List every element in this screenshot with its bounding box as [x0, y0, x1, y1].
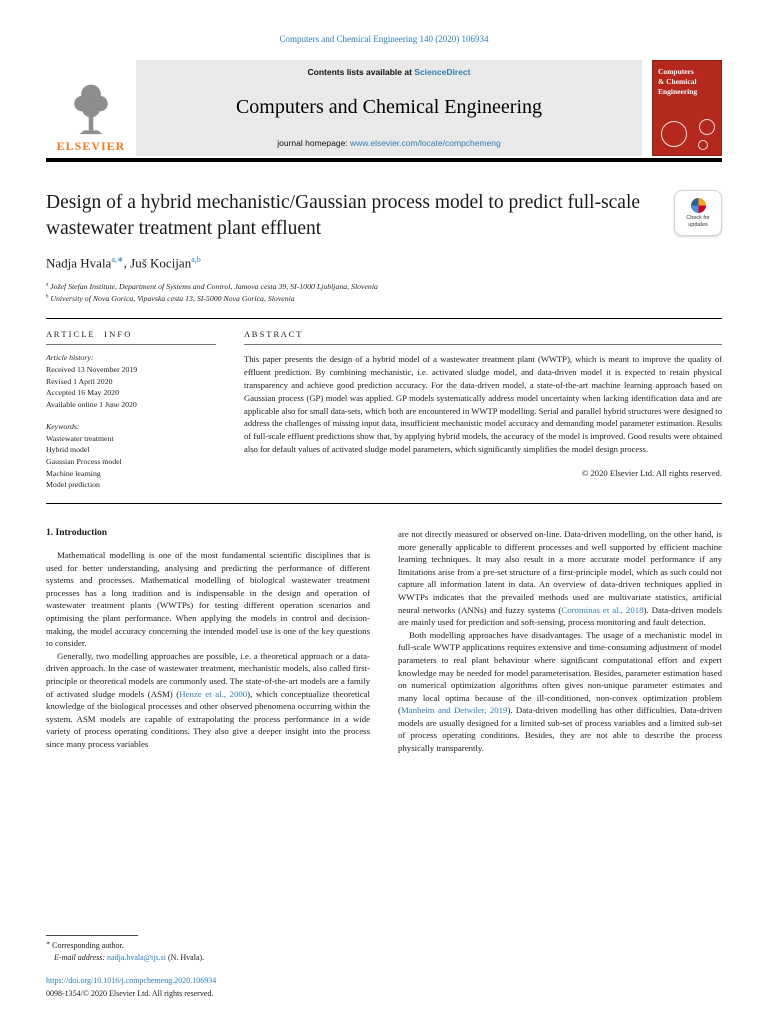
badge-text-line: Check for: [686, 214, 710, 221]
cover-art-circle: [698, 140, 708, 150]
left-column: [46, 528, 370, 754]
cover-art-circle: [699, 119, 715, 135]
email-link[interactable]: nadja.hvala@ijs.si: [107, 953, 166, 962]
affiliations: [46, 281, 722, 305]
paragraph: [46, 650, 370, 751]
text-segment: ). Data-driven models are mainly used for prediction and soft-sensing, process monitoring and fault detection.: [398, 604, 722, 628]
elsevier-logo[interactable]: [46, 60, 136, 156]
section-heading: 1. Introduction: [46, 528, 108, 539]
journal-title: Computers and Chemical Engineering: [235, 96, 543, 118]
history-item: Revised 1 April 2020: [46, 376, 113, 386]
sciencedirect-link[interactable]: ScienceDirect: [414, 67, 471, 77]
cover-art-circle: [661, 121, 687, 147]
journal-header: [46, 60, 722, 156]
corresponding-author-note: [46, 940, 381, 952]
homepage-prefix: journal homepage:: [277, 138, 351, 148]
author-name: Nadja Hvala: [46, 255, 112, 271]
article-body: [46, 528, 722, 754]
reference-link[interactable]: Henze et al., 2000: [179, 688, 248, 699]
history-item: Accepted 16 May 2020: [46, 388, 119, 398]
cover-title: [658, 67, 716, 96]
doi-line: [46, 975, 381, 987]
abstract-heading: A B S T R A C T: [244, 329, 722, 345]
badge-text: [686, 215, 710, 229]
header-divider: [46, 158, 722, 162]
footnote-star: ∗: [46, 941, 51, 947]
journal-homepage-link[interactable]: www.elsevier.com/locate/compchemeng: [350, 138, 501, 148]
text-segment: are not directly measured or observed on-line. Data-driven modelling, on the other hand, is more generally applicable to different processes and well supported by efficient machine learning techniques. It may also result in a more accurate model performance if any limitations arise from a pre-set structure of a first-principle model, which as such could not capture all information latent in data. An overview of data-driven techniques applied in WWTPs indicates that the prevailed methods used are multivariate statistics, artificial neural networks (ANNs) and fuzzy systems (: [398, 529, 722, 615]
cover-title-line: & Chemical: [658, 76, 697, 86]
affiliation-line: [46, 281, 722, 293]
email-line: [46, 952, 381, 964]
affiliation-line: [46, 293, 722, 305]
affiliation-sup: b: [46, 294, 49, 300]
keyword-item: Wastewater treatment: [46, 433, 114, 443]
check-for-updates-badge[interactable]: [674, 190, 722, 236]
keyword-item: Gaussian Process model: [46, 457, 122, 467]
abstract-column: [244, 329, 722, 491]
article-title: Design of a hybrid mechanistic/Gaussian process model to predict full-scale wastewater treatment plant effluent: [46, 192, 641, 239]
author-affiliation-sup[interactable]: a,b: [191, 255, 201, 265]
keyword-item: Machine learning: [46, 468, 101, 478]
journal-cover-thumbnail[interactable]: [652, 60, 722, 156]
reference-link[interactable]: Corominas et al., 2018: [561, 604, 644, 615]
journal-citation-link[interactable]: Computers and Chemical Engineering 140 (2020) 106934: [279, 34, 489, 44]
keyword-item: Hybrid model: [46, 445, 90, 455]
affiliation-sup: a: [46, 282, 49, 288]
email-label: E-mail address:: [54, 953, 108, 962]
doi-link[interactable]: https://doi.org/10.1016/j.compchemeng.2020.106934: [46, 976, 217, 985]
issn-copyright-line: 0098-1354/© 2020 Elsevier Ltd. All rights reserved.: [46, 989, 214, 998]
history-item: Received 13 November 2019: [46, 364, 138, 374]
keywords-label: Keywords:: [46, 421, 80, 431]
history-item: Available online 1 June 2020: [46, 400, 137, 410]
elsevier-tree-icon: [66, 80, 116, 138]
crossmark-icon: [691, 198, 706, 213]
keyword-item: Model prediction: [46, 480, 100, 490]
affiliation-text: Jožef Stefan Institute, Department of Systems and Control, Jamova cesta 39, SI-1000 Ljubljana, Slovenia: [50, 281, 378, 291]
author-name: Juš Kocijan: [130, 255, 192, 271]
badge-text-line: updates: [688, 221, 708, 228]
homepage-line: [277, 138, 501, 148]
text-segment: Both modelling approaches have disadvantages. The usage of a mechanistic model in full-scale WWTP applications requires extensive and time-consuming adjustment of model parameters to real plant behaviour where significant computational effort and expert knowledge may be needed for model parameterisation. Besides, parameter estimation based on numerical optimization algorithms often gives non-unique parameter estimates and many local optima because of the ill-conditioned, non-convex optimization problem (: [398, 629, 722, 716]
journal-banner: [136, 60, 642, 156]
authors-line: [46, 255, 722, 271]
reference-link[interactable]: Manheim and Detwiler, 2019: [400, 705, 508, 716]
text-segment: ). Data-driven modelling has other difficulties. Data-driven models are usually designed for a limited sub-set of process variables and a limited sub-set of process operating conditions. Besides, they are not able to describe the process physically transparently.: [398, 705, 723, 753]
author-separator: ,: [123, 255, 131, 271]
copyright-line: © 2020 Elsevier Ltd. All rights reserved.: [581, 468, 722, 479]
cover-title-line: Engineering: [658, 86, 698, 96]
author-affiliation-sup[interactable]: a,∗: [111, 255, 124, 265]
contents-prefix: Contents lists available at: [307, 67, 415, 77]
paragraph: [398, 528, 722, 629]
text-segment: ), which conceptualize theoretical knowledge of the biological processes and other observed phenomena occurring within the system. ASM models are capable of extrapolating the process performance in a wide variety of process operating conditions. They also give a deeper insight into the process since many process variables: [46, 688, 370, 749]
article-history-label: Article history:: [46, 352, 94, 362]
title-row: [46, 190, 722, 241]
footnotes: [46, 935, 381, 1000]
right-column: [398, 528, 722, 754]
article-info-column: [46, 329, 216, 491]
affiliation-text: University of Nova Gorica, Vipavska cesta 13, SI-5000 Nova Gorica, Slovenia: [50, 293, 295, 303]
email-suffix: (N. Hvala).: [165, 953, 205, 962]
paragraph: Mathematical modelling is one of the most fundamental scientific disciplines that is used for better understanding, analysing and predicting the performance of different systems and processes. Mathematical modelling of biological wastewater treatment processes has a long tradition and is indispensable in the design and operation of wastewater treatment plants (WWTPs) for testing different operation scenarios and optimising the plant performance. When applying the models in control and decision-making, the model accuracy concerning the intended model use is one of the key questions to consider.: [46, 550, 370, 649]
article-info-abstract-block: [46, 318, 722, 504]
contents-line: [308, 67, 471, 77]
footnote-divider: [46, 935, 138, 936]
footnote-text: Corresponding author.: [50, 941, 124, 950]
elsevier-logo-text: ELSEVIER: [56, 139, 126, 153]
cover-title-line: Computers: [658, 67, 694, 76]
paragraph: [398, 629, 722, 755]
text-segment: Generally, two modelling approaches are possible, i.e. a theoretical approach or a data-driven approach. In the case of wastewater treatment, mechanistic models, also called first-principle or theoretical models are commonly used. The state-of-the-art models are a family of activated sludge models (ASM) (: [46, 650, 370, 699]
article-info-heading: A R T I C L E I N F O: [46, 329, 216, 345]
abstract-text: This paper presents the design of a hybrid model of a wastewater treatment plant (WWTP), which is meant to improve the quality of effluent prediction. By combining mechanistic, i.e. activated sludge model, and data-driven model it is expected to retain physical transparency and achieve good prediction accuracy. For the data-driven model, a state-of-the-art machine learning approach based on Gaussian process (GP) model was applied. GP models systematically address model uncertainty when lacking identification data and are applicable also for small data-sets, which both are encountered in WWTP modelling. Serial and parallel hybrid structures were designed to address the challenges of missing input data, insufficient mechanistic model accuracy and demanding model parameter estimation. Results of full-scale effluent predictions show that, by applying hybrid models, the accuracy of the model is improved. Good results were obtained also for default values of activated sludge model parameters, which significantly simplifies the model design process.: [244, 353, 722, 455]
